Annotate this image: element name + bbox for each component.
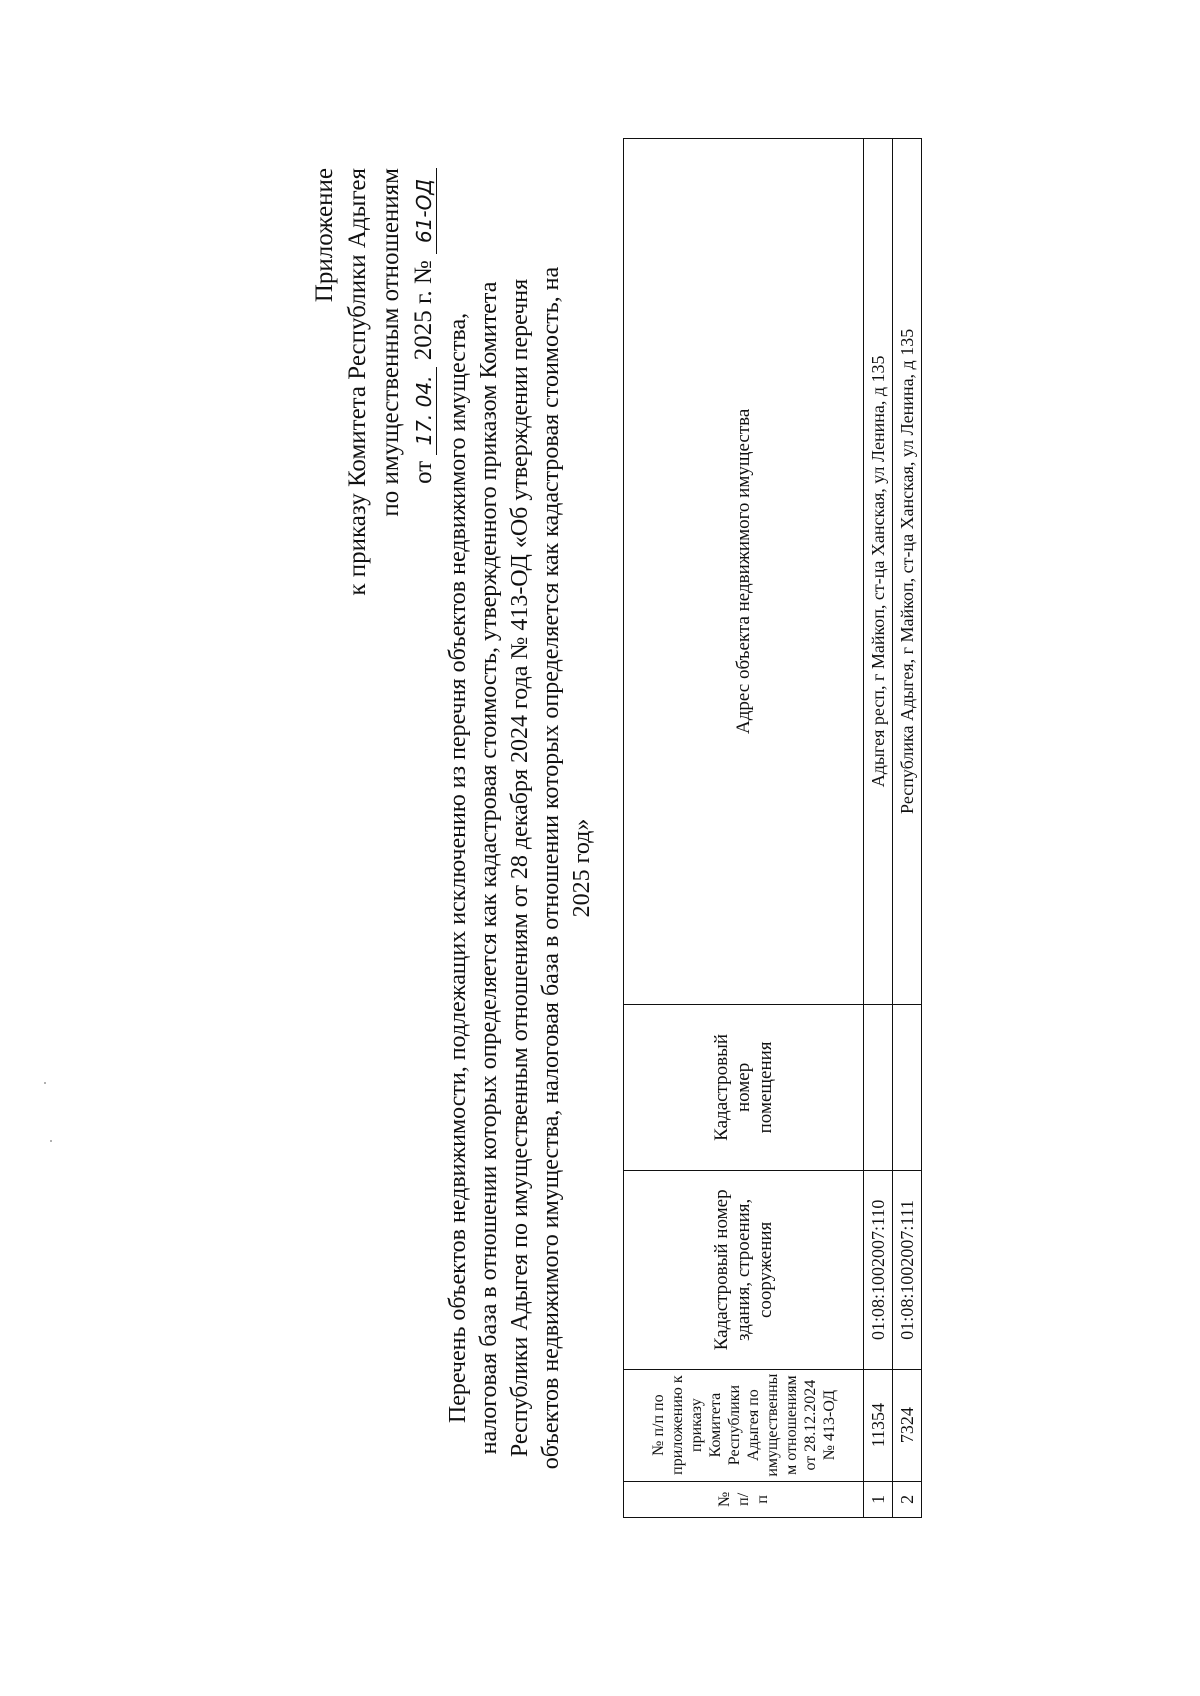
header-building-cadastral: Кадастровый номер здания, строения, сооружения xyxy=(624,1171,864,1369)
header-room-cadastral: Кадастровый номер помещения xyxy=(624,1004,864,1170)
cell-building-cadastral: 01:08:1002007:110 xyxy=(864,1171,893,1369)
cell-num: 1 xyxy=(864,1481,893,1517)
cell-room-cadastral xyxy=(893,1004,922,1170)
cell-num: 2 xyxy=(893,1481,922,1517)
cell-room-cadastral xyxy=(864,1004,893,1170)
year-label: 2025 г. № xyxy=(410,260,437,361)
from-label: от xyxy=(410,460,437,484)
appendix-title: Приложение xyxy=(311,168,338,303)
appendix-header xyxy=(308,168,440,596)
title-line: объектов недвижимого имущества, налоговая база в отношении которых определяется как кадастровая стоимость, на xyxy=(538,266,564,1470)
appendix-order-ref: к приказу Комитета Республики Адыгея xyxy=(344,168,371,596)
appendix-date-line xyxy=(407,168,440,596)
cell-ref: 11354 xyxy=(864,1369,893,1481)
handwritten-order-number: 61-ОД xyxy=(412,168,437,254)
property-table xyxy=(623,138,922,1518)
document-title xyxy=(443,148,598,1588)
document-sheet xyxy=(268,138,917,1598)
title-line: налоговая база в отношении которых определяется как кадастровая стоимость, утвержденного приказом Комитета xyxy=(476,281,502,1455)
cell-address: Республика Адыгея, г Майкоп, ст-ца Ханская, ул Ленина, д 135 xyxy=(893,139,922,1005)
cell-ref: 7324 xyxy=(893,1369,922,1481)
handwritten-date: 17. 04. xyxy=(412,367,437,455)
cell-address: Адыгея респ, г Майкоп, ст-ца Ханская, ул Ленина, д 135 xyxy=(864,139,893,1005)
appendix-committee: по имущественным отношениям xyxy=(377,168,404,517)
header-num: № п/ п xyxy=(624,1481,864,1517)
title-line: Перечень объектов недвижимости, подлежащих исключению из перечня объектов недвижимого имущества, xyxy=(445,312,471,1424)
table-row xyxy=(893,139,922,1518)
scan-speck xyxy=(44,1082,46,1084)
scan-speck xyxy=(50,1140,52,1142)
header-ref: № п/п по приложению к приказу Комитета Республики Адыгея по имущественны м отношениям от 28.12.2024 № 413-ОД xyxy=(624,1369,864,1481)
table-row xyxy=(864,139,893,1518)
header-address: Адрес объекта недвижимого имущества xyxy=(624,139,864,1005)
title-line: Республики Адыгея по имущественным отношениям от 28 декабря 2024 года № 413-ОД «Об утверждении перечня xyxy=(507,278,533,1458)
table-header-row xyxy=(624,139,864,1518)
title-line: 2025 год» xyxy=(569,818,595,918)
cell-building-cadastral: 01:08:1002007:111 xyxy=(893,1171,922,1369)
